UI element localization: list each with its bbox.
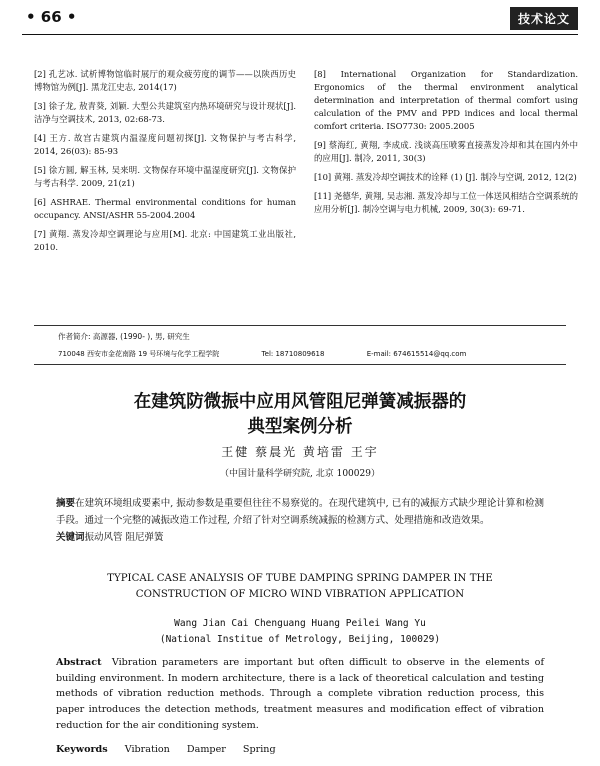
reference-item: [8] International Organization for Standardization. Ergonomics of the thermal environment analytical determination and interpretation of thermal comfort using calculation of the PMV and PPD indices and local thermal comfort criteria. ISO7730: 2005.2005 <box>314 69 578 132</box>
abstract-zh-label: 摘要 <box>56 498 76 509</box>
title-en-line1: TYPICAL CASE ANALYSIS OF TUBE DAMPING SPRING DAMPER IN THE <box>107 573 493 584</box>
header-rule <box>22 34 578 35</box>
reference-item: [9] 蔡海红, 黄翔, 李成成. 浅谈高压喷雾直接蒸发冷却和其在国内外中的应用[J]. 制冷, 2011, 30(3) <box>314 140 578 164</box>
reference-item: [11] 尧德华, 黄翔, 吴志湘. 蒸发冷却与工位一体送风相结合空调系统的应用分析[J]. 制冷空调与电力机械, 2009, 30(3): 69-71. <box>314 191 578 215</box>
reference-item: [6] ASHRAE. Thermal environmental conditions for human occupancy. ANSI/ASHR 55-2004.2004 <box>34 197 296 221</box>
author-info-rule-top <box>34 325 566 326</box>
keywords-en-label: Keywords <box>56 744 108 755</box>
references-left-column <box>34 68 296 260</box>
affiliation-zh: （中国计量科学研究院, 北京 100029） <box>220 469 380 479</box>
abstract-zh-text: 在建筑环境组成要素中, 振动参数是重要但往往不易察觉的。在现代建筑中, 已有的减振方式缺少理论计算和检测手段。通过一个完整的减振改造工作过程, 介绍了针对空调系统减振的检测方式、处理措施和改造效果。 <box>56 498 544 527</box>
abstract-en-text: Vibration parameters are important but often difficult to observe in the elements of building environment. In modern architecture, there is a lack of theoretical calculation and testing methods of vibration reduction methods. Through a complete vibration reduction process, this paper introduces the detection methods, treatment measures and modification effect of vibration reduction for the air conditioning system. <box>56 657 544 731</box>
keywords-zh: 振动风管 阻尼弹簧 <box>84 532 164 544</box>
reference-item: [3] 徐子龙, 敖青葵, 刘颖. 大型公共建筑室内热环境研究与设计现状[J]. 洁净与空调技术, 2013, 02:68-73. <box>34 101 296 125</box>
keywords-en <box>56 744 290 755</box>
author-address: 710048 西安市金花南路 19 号环境与化学工程学院 <box>58 350 220 358</box>
keywords-zh-label: 关键词 <box>56 532 85 544</box>
reference-item: [7] 黄翔. 蒸发冷却空调理论与应用[M]. 北京: 中国建筑工业出版社, 2010. <box>34 229 296 253</box>
article-title-en <box>0 571 600 604</box>
abstract-zh <box>56 495 544 546</box>
reference-item: [5] 徐方圆, 解玉林, 吴来明. 文物保存环境中温湿度研究[J]. 文物保护与考古科学. 2009, 21(z1) <box>34 165 296 189</box>
section-tag: 技术论文 <box>510 7 578 30</box>
author-email: E-mail: 674615514@qq.com <box>366 350 467 358</box>
author-bio: 作者简介: 高源器, (1990- ), 男, 研究生 <box>58 332 190 341</box>
title-zh-line1: 在建筑防微振中应用风管阻尼弹簧减振器的 <box>133 392 467 412</box>
authors-en: Wang Jian Cai Chenguang Huang Peilei Wang Yu <box>174 618 426 629</box>
keyword-item: Spring <box>242 744 276 755</box>
authors-zh: 王健 蔡晨光 黄培雷 王宇 <box>221 445 379 459</box>
article-title-zh <box>0 390 600 441</box>
title-zh-line2: 典型案例分析 <box>247 417 353 438</box>
author-contact <box>58 349 558 359</box>
affiliation-en: (National Institue of Metrology, Beijing, 100029) <box>159 634 441 645</box>
reference-item: [10] 黄翔. 蒸发冷却空调技术的诠释 (1) [J]. 制冷与空调, 2012, 12(2) <box>314 172 577 183</box>
reference-item: [2] 孔艺冰. 试析博物馆临时展厅的观众疲劳度的调节——以陕西历史博物馆为例[J]. 黑龙江史志, 2014(17) <box>34 69 296 93</box>
abstract-en-label: Abstract <box>56 657 102 668</box>
reference-item: [4] 王方. 故宫古建筑内温湿度问题初探[J]. 文物保护与考古科学, 2014, 26(03): 85-93 <box>34 133 296 157</box>
title-en-line2: CONSTRUCTION OF MICRO WIND VIBRATION APPLICATION <box>135 589 465 601</box>
keyword-item: Vibration <box>124 744 170 755</box>
page-number: • 66 • <box>26 8 77 26</box>
author-info-rule-bottom <box>34 364 566 365</box>
references-right-column <box>314 68 578 222</box>
abstract-en <box>56 655 544 734</box>
author-tel: Tel: 18710809618 <box>261 350 325 358</box>
keyword-item: Damper <box>186 744 226 755</box>
